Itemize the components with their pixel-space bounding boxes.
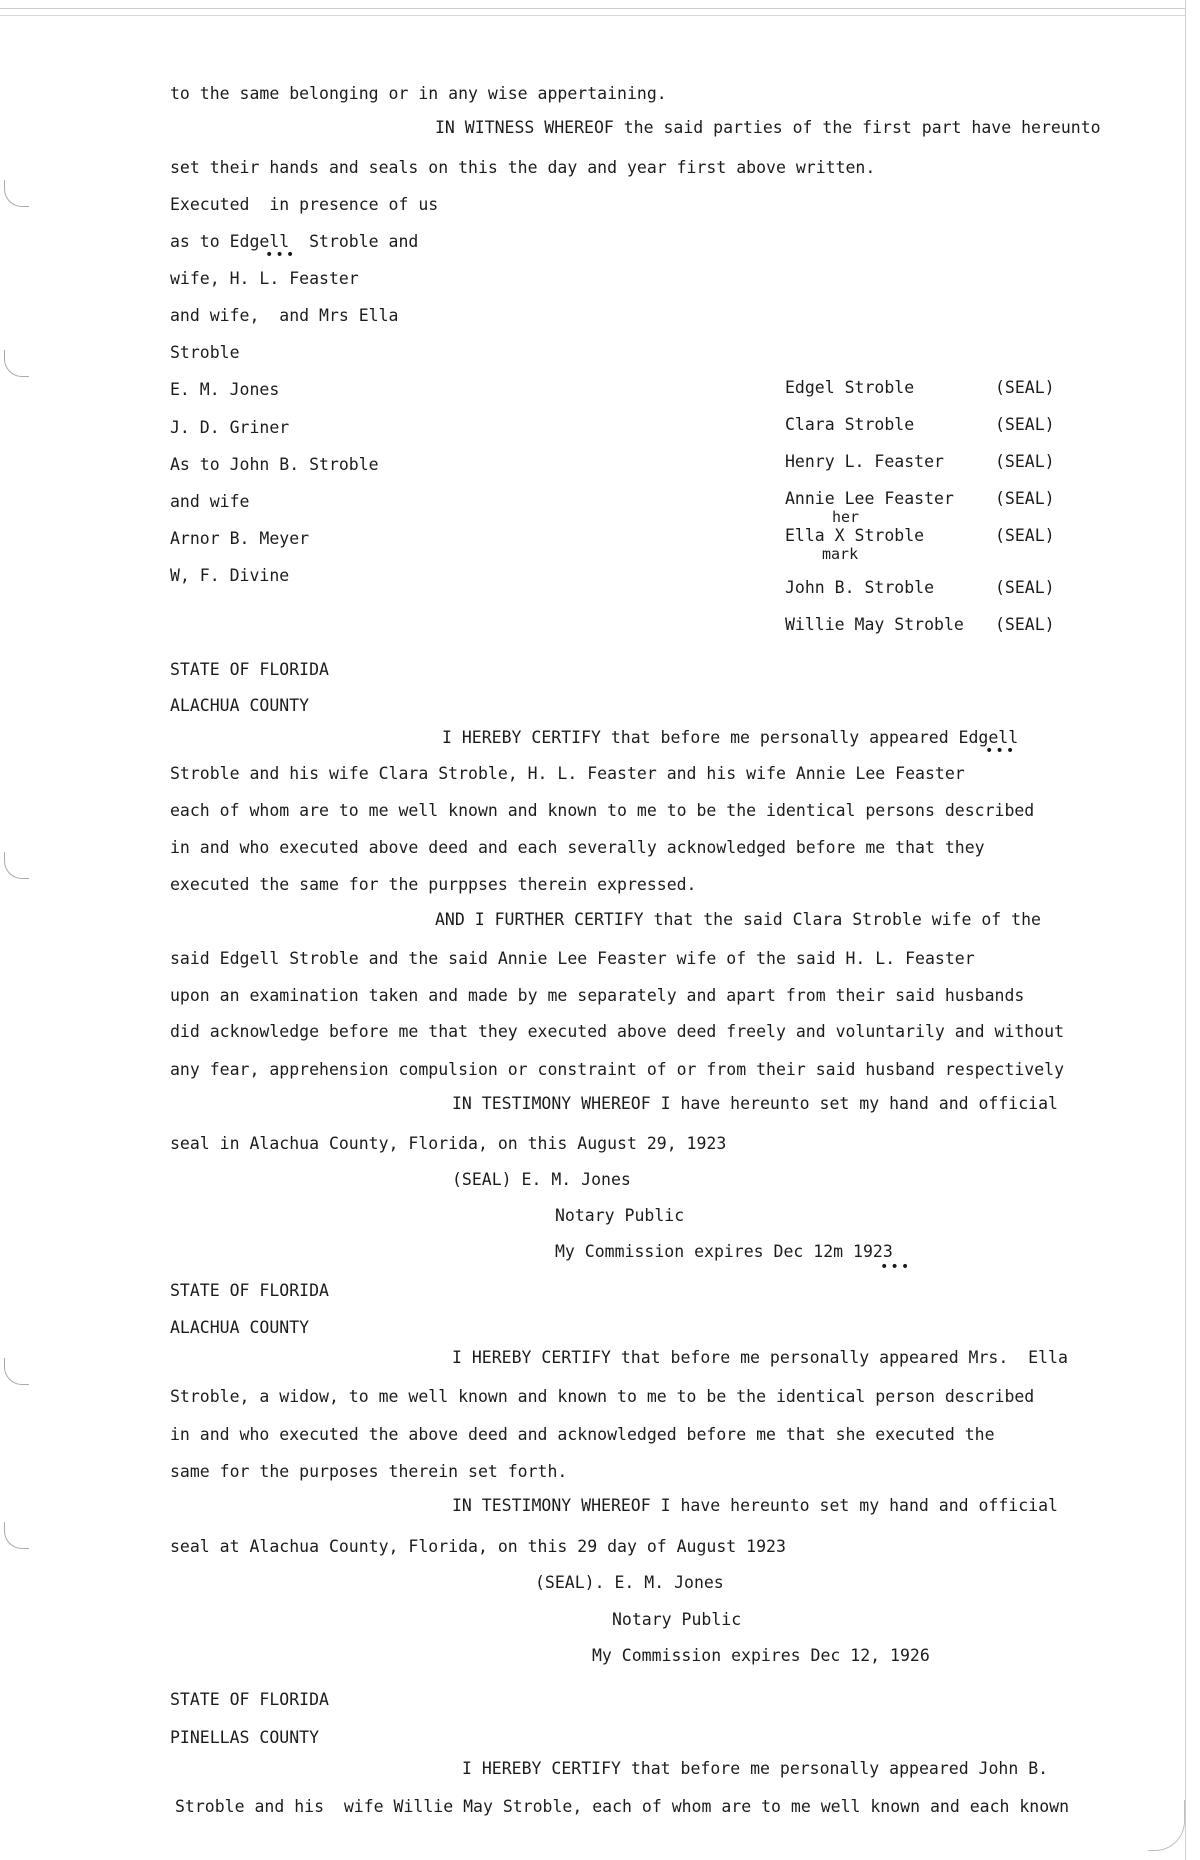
typewriter-dots-mark: •••: [265, 247, 297, 263]
certificate-line: any fear, apprehension compulsion or constraint of or from their said husband respectively: [170, 1060, 1065, 1079]
witness-line: As to John B. Stroble: [170, 455, 379, 474]
punch-hole-mark: [4, 180, 29, 207]
page-right-border: [1185, 0, 1186, 1860]
witness-line: as to Edgell Stroble and: [170, 232, 419, 251]
venue-county: PINELLAS COUNTY: [170, 1728, 320, 1747]
testimony-line: seal at Alachua County, Florida, on this 29 day of August 1923: [170, 1537, 786, 1556]
witness-line: Stroble: [170, 343, 240, 362]
certificate-line: AND I FURTHER CERTIFY that the said Clara Stroble wife of the: [435, 910, 1041, 929]
typewriter-dots-mark: •••: [985, 743, 1017, 759]
signatory-name: Annie Lee Feaster: [785, 489, 954, 508]
notary-seal-signature: (SEAL). E. M. Jones: [535, 1573, 724, 1592]
witness-line: Executed in presence of us: [170, 195, 439, 214]
notary-title: Notary Public: [555, 1206, 685, 1225]
closing-clause: to the same belonging or in any wise appertaining.: [170, 84, 667, 103]
mark-annotation-her: her: [832, 508, 860, 526]
seal-mark: (SEAL): [995, 489, 1055, 508]
page-corner-curl: [1148, 1800, 1185, 1851]
certificate-line: each of whom are to me well known and known to me to be the identical persons described: [170, 801, 1035, 820]
certificate-line: upon an examination taken and made by me separately and apart from their said husbands: [170, 986, 1025, 1005]
witness-signature: E. M. Jones: [170, 380, 280, 399]
punch-hole-mark: [4, 1522, 29, 1549]
certificate-line: in and who executed above deed and each severally acknowledged before me that they: [170, 838, 985, 857]
seal-mark: (SEAL): [995, 578, 1055, 597]
certificate-line: said Edgell Stroble and the said Annie Lee Feaster wife of the said H. L. Feaster: [170, 949, 975, 968]
signatory-name: Willie May Stroble: [785, 615, 964, 634]
commission-expiry: My Commission expires Dec 12m 1923: [555, 1242, 893, 1261]
seal-mark: (SEAL): [995, 615, 1055, 634]
signatory-name: Edgel Stroble: [785, 378, 915, 397]
venue-state: STATE OF FLORIDA: [170, 1690, 329, 1709]
certificate-line: I HEREBY CERTIFY that before me personally appeared John B.: [462, 1759, 1049, 1778]
punch-hole-mark: [4, 350, 29, 377]
certificate-line: executed the same for the purppses therein expressed.: [170, 875, 697, 894]
witness-clause-line: IN WITNESS WHEREOF the said parties of the first part have hereunto: [435, 118, 1101, 137]
signatory-name: Clara Stroble: [785, 415, 915, 434]
certificate-line: same for the purposes therein set forth.: [170, 1462, 568, 1481]
certificate-line: I HEREBY CERTIFY that before me personally appeared Mrs. Ella: [452, 1348, 1068, 1367]
witness-line: and wife, and Mrs Ella: [170, 306, 399, 325]
notary-title: Notary Public: [612, 1610, 742, 1629]
certificate-line: did acknowledge before me that they executed above deed freely and voluntarily and without: [170, 1022, 1065, 1041]
witness-line: wife, H. L. Feaster: [170, 269, 359, 288]
witness-clause-line: set their hands and seals on this the day and year first above written.: [170, 158, 876, 177]
witness-line: and wife: [170, 492, 250, 511]
testimony-line: IN TESTIMONY WHEREOF I have hereunto set my hand and official: [452, 1094, 1058, 1113]
signatory-name: John B. Stroble: [785, 578, 935, 597]
witness-signature: Arnor B. Meyer: [170, 529, 310, 548]
notary-seal-signature: (SEAL) E. M. Jones: [452, 1170, 631, 1189]
witness-signature: W, F. Divine: [170, 566, 290, 585]
mark-annotation-mark: mark: [822, 545, 859, 563]
punch-hole-mark: [4, 1358, 29, 1385]
certificate-line: in and who executed the above deed and acknowledged before me that she executed the: [170, 1425, 995, 1444]
page-top-border: [0, 8, 1185, 16]
seal-mark: (SEAL): [995, 452, 1055, 471]
signatory-name: Henry L. Feaster: [785, 452, 944, 471]
venue-state: STATE OF FLORIDA: [170, 660, 329, 679]
certificate-line: Stroble and his wife Willie May Stroble, each of whom are to me well known and each known: [175, 1797, 1070, 1816]
venue-county: ALACHUA COUNTY: [170, 1318, 310, 1337]
certificate-line: Stroble, a widow, to me well known and known to me to be the identical person described: [170, 1387, 1035, 1406]
certificate-line: I HEREBY CERTIFY that before me personally appeared Edgell: [442, 728, 1019, 747]
commission-expiry: My Commission expires Dec 12, 1926: [592, 1646, 930, 1665]
certificate-line: Stroble and his wife Clara Stroble, H. L. Feaster and his wife Annie Lee Feaster: [170, 764, 965, 783]
seal-mark: (SEAL): [995, 526, 1055, 545]
signatory-name: Ella X Stroble: [785, 526, 925, 545]
seal-mark: (SEAL): [995, 415, 1055, 434]
punch-hole-mark: [4, 852, 29, 879]
venue-state: STATE OF FLORIDA: [170, 1281, 329, 1300]
witness-signature: J. D. Griner: [170, 418, 290, 437]
venue-county: ALACHUA COUNTY: [170, 696, 310, 715]
testimony-line: IN TESTIMONY WHEREOF I have hereunto set my hand and official: [452, 1496, 1058, 1515]
seal-mark: (SEAL): [995, 378, 1055, 397]
typewriter-dots-mark: •••: [880, 1259, 912, 1275]
testimony-line: seal in Alachua County, Florida, on this August 29, 1923: [170, 1134, 727, 1153]
